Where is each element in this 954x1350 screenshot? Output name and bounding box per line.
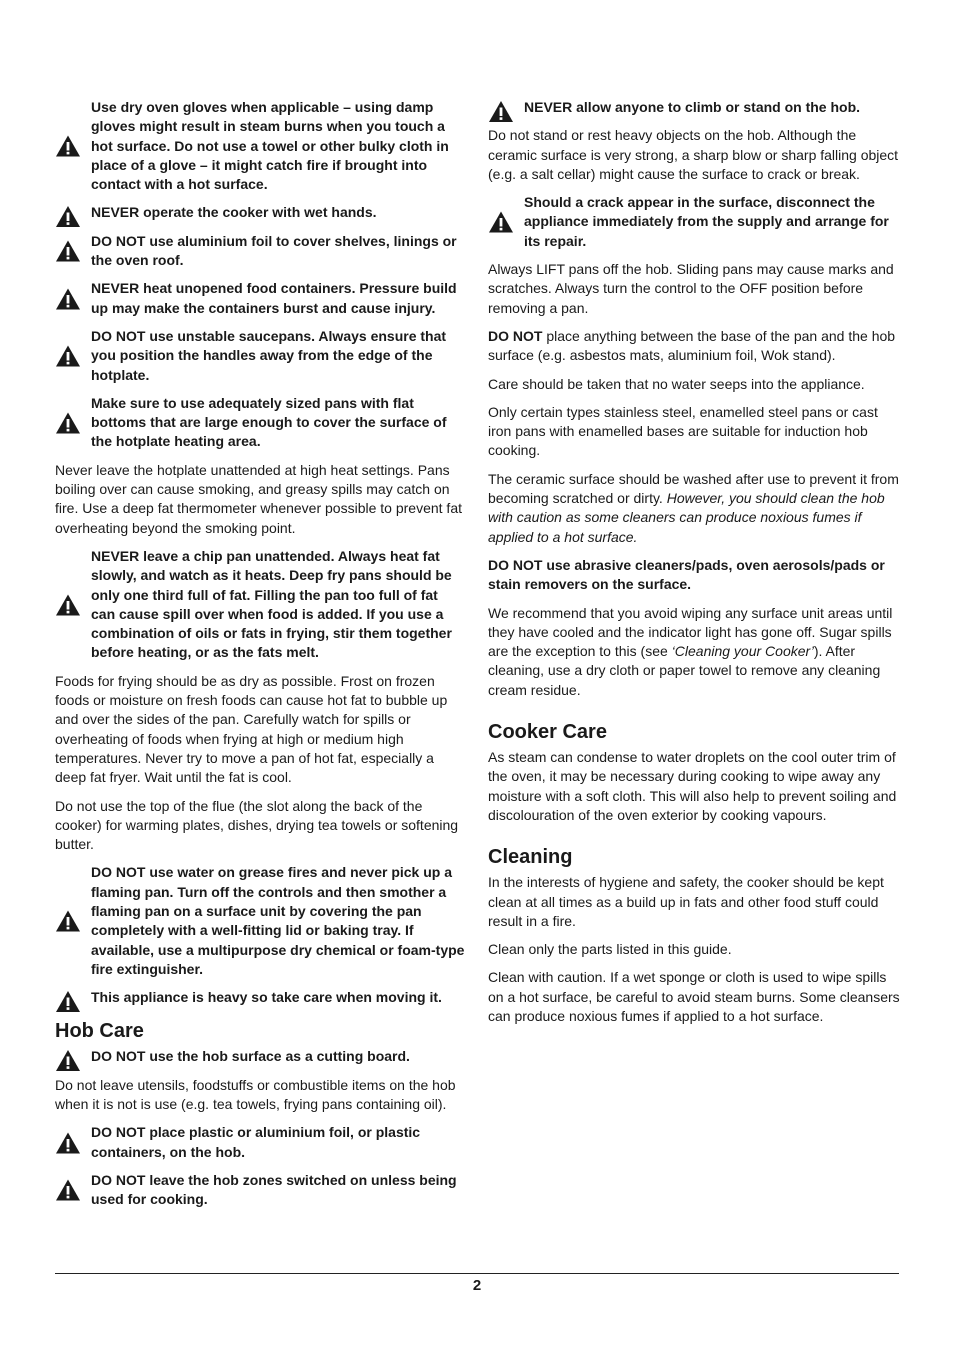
warning-triangle-icon xyxy=(55,344,81,367)
warning-oven-gloves: Use dry oven gloves when applicable – using damp gloves might result in steam burns when you touch a hot surface. Do not use a towel or other bulky cloth in place of a glove – it might catch fire if brought into contact with a hot surface. xyxy=(55,98,465,194)
paragraph-heavy-objects: Do not stand or rest heavy objects on the hob. Although the ceramic surface is very strong, a sharp blow or sharp falling object (e.g. a salt cellar) might cause the surface to crack or break. xyxy=(488,127,899,182)
heading-cooker-care: Cooker Care xyxy=(488,721,607,744)
paragraph-hygiene: In the interests of hygiene and safety, the cooker should be kept clean at all times as a build up in fats and other food stuff could result in a fire. xyxy=(488,874,884,929)
paragraph-clean-caution: Clean with caution. If a wet sponge or cloth is used to wipe spills on a hot surface, be careful to avoid steam burns. Some cleansers can produce noxious fumes if applied to a hot surface. xyxy=(488,969,900,1024)
paragraph-flue: Do not use the top of the flue (the slot along the back of the cooker) for warming plates, dishes, drying tea towels or softening butter. xyxy=(55,797,459,853)
warning-triangle-icon xyxy=(55,411,81,434)
warning-triangle-icon xyxy=(55,990,81,1013)
warning-grease-fires: DO NOT use water on grease fires and never pick up a flaming pan. Turn off the controls and then smother a flaming pan on a surface unit by covering the pan completely with a well-fitting lid or baking tray. If available, use a multipurpose dry chemical or foam-type fire extinguisher. xyxy=(55,863,465,979)
warning-plastic-on-hob: DO NOT place plastic or aluminium foil, or plastic containers, on the hob. xyxy=(55,1123,465,1162)
paragraph-do-not-place: DO NOT place anything between the base of the pan and the hob surface (e.g. asbestos mats, aluminium foil, Wok stand). xyxy=(488,327,896,364)
paragraph-hotplate-unattended: Never leave the hotplate unattended at high heat settings. Pans boiling over can cause smoking, and greasy spills may catch on fire. Use a deep fat thermometer whenever possible to prevent fat overheating beyond the smoking point. xyxy=(55,461,462,536)
warning-aluminium-foil: DO NOT use aluminium foil to cover shelves, linings or the oven roof. xyxy=(55,232,465,271)
paragraph-lift-pans: Always LIFT pans off the hob. Sliding pans may cause marks and scratches. Always turn the control to the OFF position before removing a pan. xyxy=(488,261,894,316)
warning-triangle-icon xyxy=(55,1179,81,1202)
warning-triangle-icon xyxy=(55,1131,81,1154)
paragraph-steam: As steam can condense to water droplets on the cool outer trim of the oven, it may be necessary during cooking to wipe away any moisture with a soft cloth. This will also help to prevent soiling and discolouration of the oven exterior by cooking vapours. xyxy=(488,749,897,823)
warning-triangle-icon xyxy=(488,211,514,234)
warning-triangle-icon xyxy=(55,593,81,616)
warning-triangle-icon xyxy=(55,287,81,310)
bold-do-not: DO NOT xyxy=(488,327,543,344)
warning-hob-zones: DO NOT leave the hob zones switched on unless being used for cooking. xyxy=(55,1171,465,1210)
warning-cutting-board: DO NOT use the hob surface as a cutting board. xyxy=(55,1047,465,1066)
warning-triangle-icon xyxy=(55,1049,81,1072)
heading-cleaning: Cleaning xyxy=(488,846,573,869)
paragraph-frying-foods: Foods for frying should be as dry as possible. Frost on frozen foods or moisture on fresh foods can cause hot fat to bubble up and over the sides of the pan. Carefully watch for spills or overheating of foods when frying at high or medium high temperatures. Never try to move a pan of hot fat, especially a deep fat fryer. Wait until the fat is cool. xyxy=(55,672,448,786)
warning-unstable-saucepans: DO NOT use unstable saucepans. Always ensure that you position the handles away from the edge of the hotplate. xyxy=(55,327,465,385)
paragraph-recommend-wiping: We recommend that you avoid wiping any surface unit areas until they have cooled and the indicator light has gone off. Sugar spills are the exception to this (see ‘Cleaning your Cooker’). After cleaning, use a dry cloth or paper towel to remove any cleaning cream residue. xyxy=(488,604,893,698)
warning-triangle-icon xyxy=(55,240,81,263)
warning-triangle-icon xyxy=(55,910,81,933)
warning-pan-size: Make sure to use adequately sized pans with flat bottoms that are large enough to cover the surface of the hotplate heating area. xyxy=(55,394,465,452)
paragraph-utensils: Do not leave utensils, foodstuffs or combustible items on the hob when it is not is use (e.g. tea towels, frying pans containing oil). xyxy=(55,1076,456,1113)
paragraph-ceramic-surface: The ceramic surface should be washed after use to prevent it from becoming scratched or dirty. However, you should clean the hob with caution as some cleaners can produce noxious fumes if applied to a hot surface. xyxy=(488,470,899,545)
right-column xyxy=(488,98,901,1035)
page-number: 2 xyxy=(472,1277,482,1294)
heading-hob-care: Hob Care xyxy=(55,1020,144,1043)
warning-chip-pan: NEVER leave a chip pan unattended. Always heat fat slowly, and watch as it heats. Deep fry pans should be only one third full of fat. Filling the pan too full of fat can cause spill over when food is added. If you use a combination of oils or fats in frying, stir them together before heating, or as the fats melt. xyxy=(55,547,465,663)
paragraph-water-seeps: Care should be taken that no water seeps into the appliance. xyxy=(488,375,865,392)
paragraph-pan-types: Only certain types stainless steel, enamelled steel pans or cast iron pans with enamelled bases are suitable for induction hob cooking. xyxy=(488,403,878,459)
paragraph-abrasive-cleaners: DO NOT use abrasive cleaners/pads, oven aerosols/pads or stain removers on the surface. xyxy=(488,556,885,593)
warning-triangle-icon xyxy=(55,205,81,228)
warning-crack: Should a crack appear in the surface, disconnect the appliance immediately from the supply and arrange for its repair. xyxy=(488,193,901,251)
paragraph-clean-parts: Clean only the parts listed in this guide. xyxy=(488,941,732,958)
footer-divider xyxy=(55,1273,899,1274)
warning-triangle-icon xyxy=(488,100,514,123)
left-column xyxy=(55,98,465,1219)
warning-climb-hob: NEVER allow anyone to climb or stand on the hob. xyxy=(488,98,901,117)
warning-wet-hands: NEVER operate the cooker with wet hands. xyxy=(55,203,465,222)
warning-heavy-appliance: This appliance is heavy so take care when moving it. xyxy=(55,988,465,1007)
warning-triangle-icon xyxy=(55,135,81,158)
warning-unopened-containers: NEVER heat unopened food containers. Pressure build up may make the containers burst and cause injury. xyxy=(55,279,465,318)
